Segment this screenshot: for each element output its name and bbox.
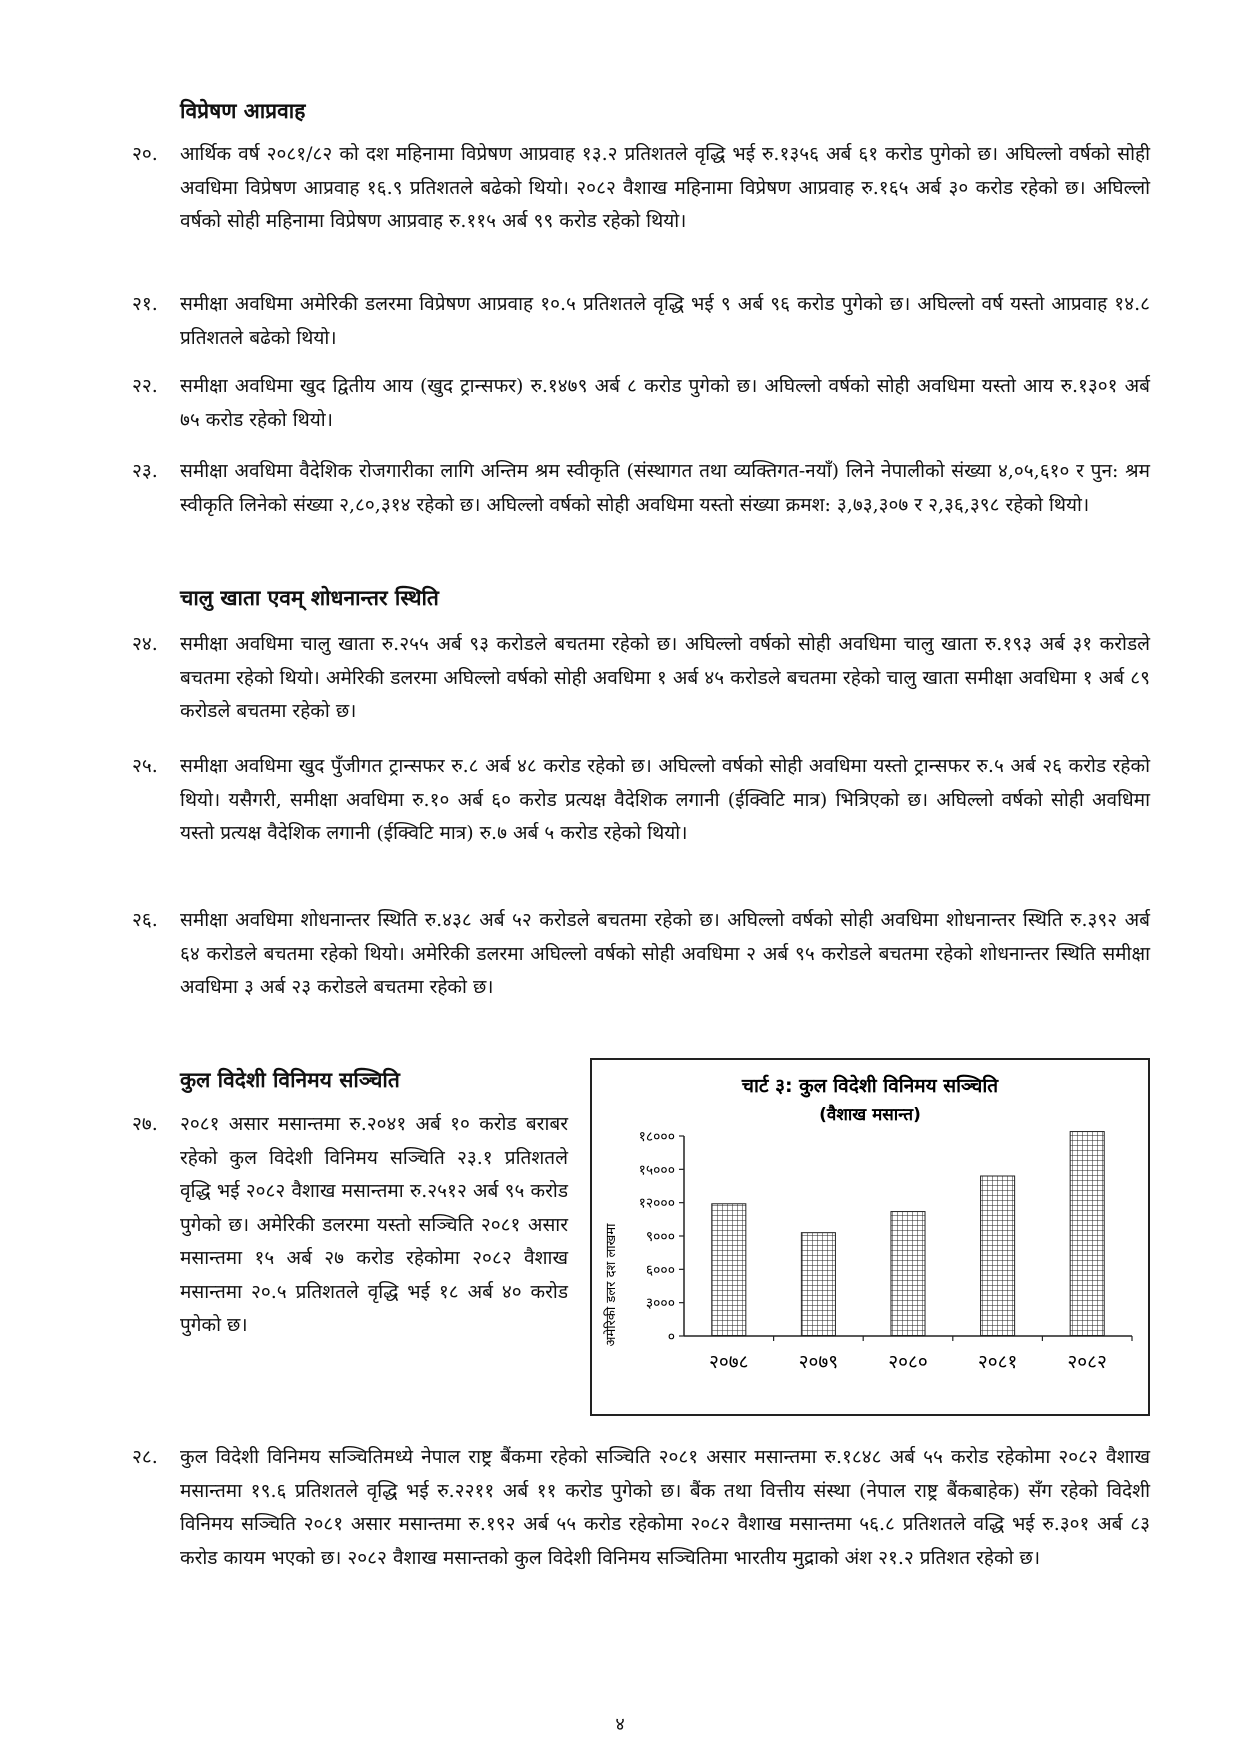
paragraph-number: २७. xyxy=(132,1113,158,1135)
paragraph-text: समीक्षा अवधिमा खुद पुँजीगत ट्रान्सफर रु.८ अर्ब ४८ करोड रहेको छ। अघिल्लो वर्षको सोही अवधिमा यस्तो ट्रान्सफर रु.५ अर्ब २६ करोड रहेको थियो। यसैगरी, समीक्षा अवधिमा रु.१० अर्ब ६० करोड प्रत्यक्ष वैदेशिक लगानी (ईक्विटि मात्र) भित्रिएको छ। अघिल्लो वर्षको सोही अवधिमा यस्तो प्रत्यक्ष वैदेशिक लगानी (ईक्विटि मात्र) रु.७ अर्ब ५ करोड रहेको थियो। xyxy=(180,755,1150,844)
heading-forex: कुल विदेशी विनिमय सञ्चिति xyxy=(180,1068,400,1092)
paragraph-number: २०. xyxy=(132,143,158,165)
chart-svg xyxy=(592,1060,1148,1414)
paragraph-21 xyxy=(132,288,1150,355)
bar-2 xyxy=(801,1233,835,1336)
paragraph-number: २१. xyxy=(132,293,158,315)
y-tick-label: ६००० xyxy=(645,1262,675,1279)
paragraph-number: २२. xyxy=(132,375,158,397)
y-tick-label: १२००० xyxy=(638,1195,675,1212)
x-tick-label: २०८२ xyxy=(1067,1351,1107,1373)
heading-current-account: चालु खाता एवम् शोधनान्तर स्थिति xyxy=(180,586,439,610)
paragraph-text: समीक्षा अवधिमा वैदेशिक रोजगारीका लागि अन्तिम श्रम स्वीकृति (संस्थागत तथा व्यक्तिगत-नयाँ) लिने नेपालीको संख्या ४,०५,६१० र पुन: श्रम स्वीकृति लिनेको संख्या २,८०,३१४ रहेको छ। अघिल्लो वर्षको सोही अवधिमा यस्तो संख्या क्रमश: ३,७३,३०७ र २,३६,३९८ रहेको थियो। xyxy=(180,460,1150,516)
paragraph-number: २५. xyxy=(132,755,158,777)
bar-5 xyxy=(1070,1132,1104,1336)
y-tick-label: १८००० xyxy=(638,1129,675,1145)
paragraph-text: २०८१ असार मसान्तमा रु.२०४१ अर्ब १० करोड बराबर रहेको कुल विदेशी विनिमय सञ्चिति २३.१ प्रतिशतले वृद्धि भई २०८२ वैशाख मसान्तमा रु.२५१२ अर्ब ९५ करोड पुगेको छ। अमेरिकी डलरमा यस्तो सञ्चिति २०८१ असार मसान्तमा १५ अर्ब २७ करोड रहेकोमा २०८२ वैशाख मसान्तमा २०.५ प्रतिशतले वृद्धि भई १८ अर्ब ४० करोड पुगेको छ। xyxy=(180,1113,568,1336)
x-tick-label: २०८० xyxy=(888,1351,928,1373)
paragraph-number: २८. xyxy=(132,1446,158,1468)
y-axis-label: अमेरिकी डलर दश लाखमा xyxy=(604,1223,619,1347)
paragraph-20 xyxy=(132,138,1150,239)
paragraph-25 xyxy=(132,750,1150,851)
paragraph-24 xyxy=(132,628,1150,729)
x-tick-label: २०७८ xyxy=(709,1351,749,1373)
paragraph-23 xyxy=(132,455,1150,522)
paragraph-text: समीक्षा अवधिमा चालु खाता रु.२५५ अर्ब ९३ करोडले बचतमा रहेको छ। अघिल्लो वर्षको सोही अवधिमा चालु खाता रु.१९३ अर्ब ३१ करोडले बचतमा रहेको थियो। अमेरिकी डलरमा अघिल्लो वर्षको सोही अवधिमा १ अर्ब ४५ करोडले बचतमा रहेको चालु खाता समीक्षा अवधिमा १ अर्ब ८९ करोडले बचतमा रहेको छ। xyxy=(180,633,1150,722)
paragraph-26 xyxy=(132,904,1150,1005)
paragraph-number: २३. xyxy=(132,460,158,482)
plot-area xyxy=(639,1129,1132,1373)
paragraph-28 xyxy=(132,1441,1150,1575)
paragraph-text: आर्थिक वर्ष २०८१/८२ को दश महिनामा विप्रेषण आप्रवाह १३.२ प्रतिशतले वृद्धि भई रु.१३५६ अर्ब ६१ करोड पुगेको छ। अघिल्लो वर्षको सोही अवधिमा विप्रेषण आप्रवाह १६.९ प्रतिशतले बढेको थियो। २०८२ वैशाख महिनामा विप्रेषण आप्रवाह रु.१६५ अर्ब ३० करोड रहेको छ। अघिल्लो वर्षको सोही महिनामा विप्रेषण आप्रवाह रु.११५ अर्ब ९९ करोड रहेको थियो। xyxy=(180,143,1150,232)
paragraph-text: समीक्षा अवधिमा अमेरिकी डलरमा विप्रेषण आप्रवाह १०.५ प्रतिशतले वृद्धि भई ९ अर्ब ९६ करोड पुगेको छ। अघिल्लो वर्ष यस्तो आप्रवाह १४.८ प्रतिशतले बढेको थियो। xyxy=(180,293,1150,349)
chart-forex-reserves xyxy=(590,1058,1150,1416)
paragraph-22 xyxy=(132,370,1150,437)
paragraph-27 xyxy=(132,1108,568,1343)
heading-remittance: विप्रेषण आप्रवाह xyxy=(180,99,306,123)
y-tick-label: १५००० xyxy=(638,1162,675,1179)
paragraph-number: २६. xyxy=(132,909,158,931)
paragraph-text: समीक्षा अवधिमा खुद द्वितीय आय (खुद ट्रान्सफर) रु.१४७९ अर्ब ८ करोड पुगेको छ। अघिल्लो वर्षको सोही अवधिमा यस्तो आय रु.१३०१ अर्ब ७५ करोड रहेको थियो। xyxy=(180,375,1150,431)
chart-title: चार्ट ३: कुल विदेशी विनिमय सञ्चिति xyxy=(741,1075,999,1097)
paragraph-number: २४. xyxy=(132,633,158,655)
bar-3 xyxy=(891,1212,925,1336)
x-tick-label: २०७९ xyxy=(798,1351,839,1373)
bar-1 xyxy=(712,1204,746,1336)
bar-4 xyxy=(981,1176,1015,1336)
page-number: ४ xyxy=(615,1714,625,1735)
y-tick-label: ० xyxy=(667,1329,675,1345)
y-tick-label: ३००० xyxy=(645,1295,675,1312)
chart-subtitle: (वैशाख मसान्त) xyxy=(819,1105,921,1125)
paragraph-text: कुल विदेशी विनिमय सञ्चितिमध्ये नेपाल राष्ट्र बैंकमा रहेको सञ्चिति २०८१ असार मसान्तमा रु.१८४८ अर्ब ५५ करोड रहेकोमा २०८२ वैशाख मसान्तमा १९.६ प्रतिशतले वृद्धि भई रु.२२११ अर्ब ११ करोड पुगेको छ। बैंक तथा वित्तीय संस्था (नेपाल राष्ट्र बैंकबाहेक) सँग रहेको विदेशी विनिमय सञ्चिति २०८१ असार मसान्तमा रु.१९२ अर्ब ५५ करोड रहेकोमा २०८२ वैशाख मसान्तमा ५६.८ प्रतिशतले वद्धि भई रु.३०१ अर्ब ८३ करोड कायम भएको छ। २०८२ वैशाख मसान्तको कुल विदेशी विनिमय सञ्चितिमा भारतीय मुद्राको अंश २१.२ प्रतिशत रहेको छ। xyxy=(180,1446,1150,1569)
x-tick-label: २०८१ xyxy=(977,1351,1018,1373)
y-tick-label: ९००० xyxy=(645,1229,675,1245)
paragraph-text: समीक्षा अवधिमा शोधनान्तर स्थिति रु.४३८ अर्ब ५२ करोडले बचतमा रहेको छ। अघिल्लो वर्षको सोही अवधिमा शोधनान्तर स्थिति रु.३९२ अर्ब ६४ करोडले बचतमा रहेको थियो। अमेरिकी डलरमा अघिल्लो वर्षको सोही अवधिमा २ अर्ब ९५ करोडले बचतमा रहेको शोधनान्तर स्थिति समीक्षा अवधिमा ३ अर्ब २३ करोडले बचतमा रहेको छ। xyxy=(180,909,1150,998)
